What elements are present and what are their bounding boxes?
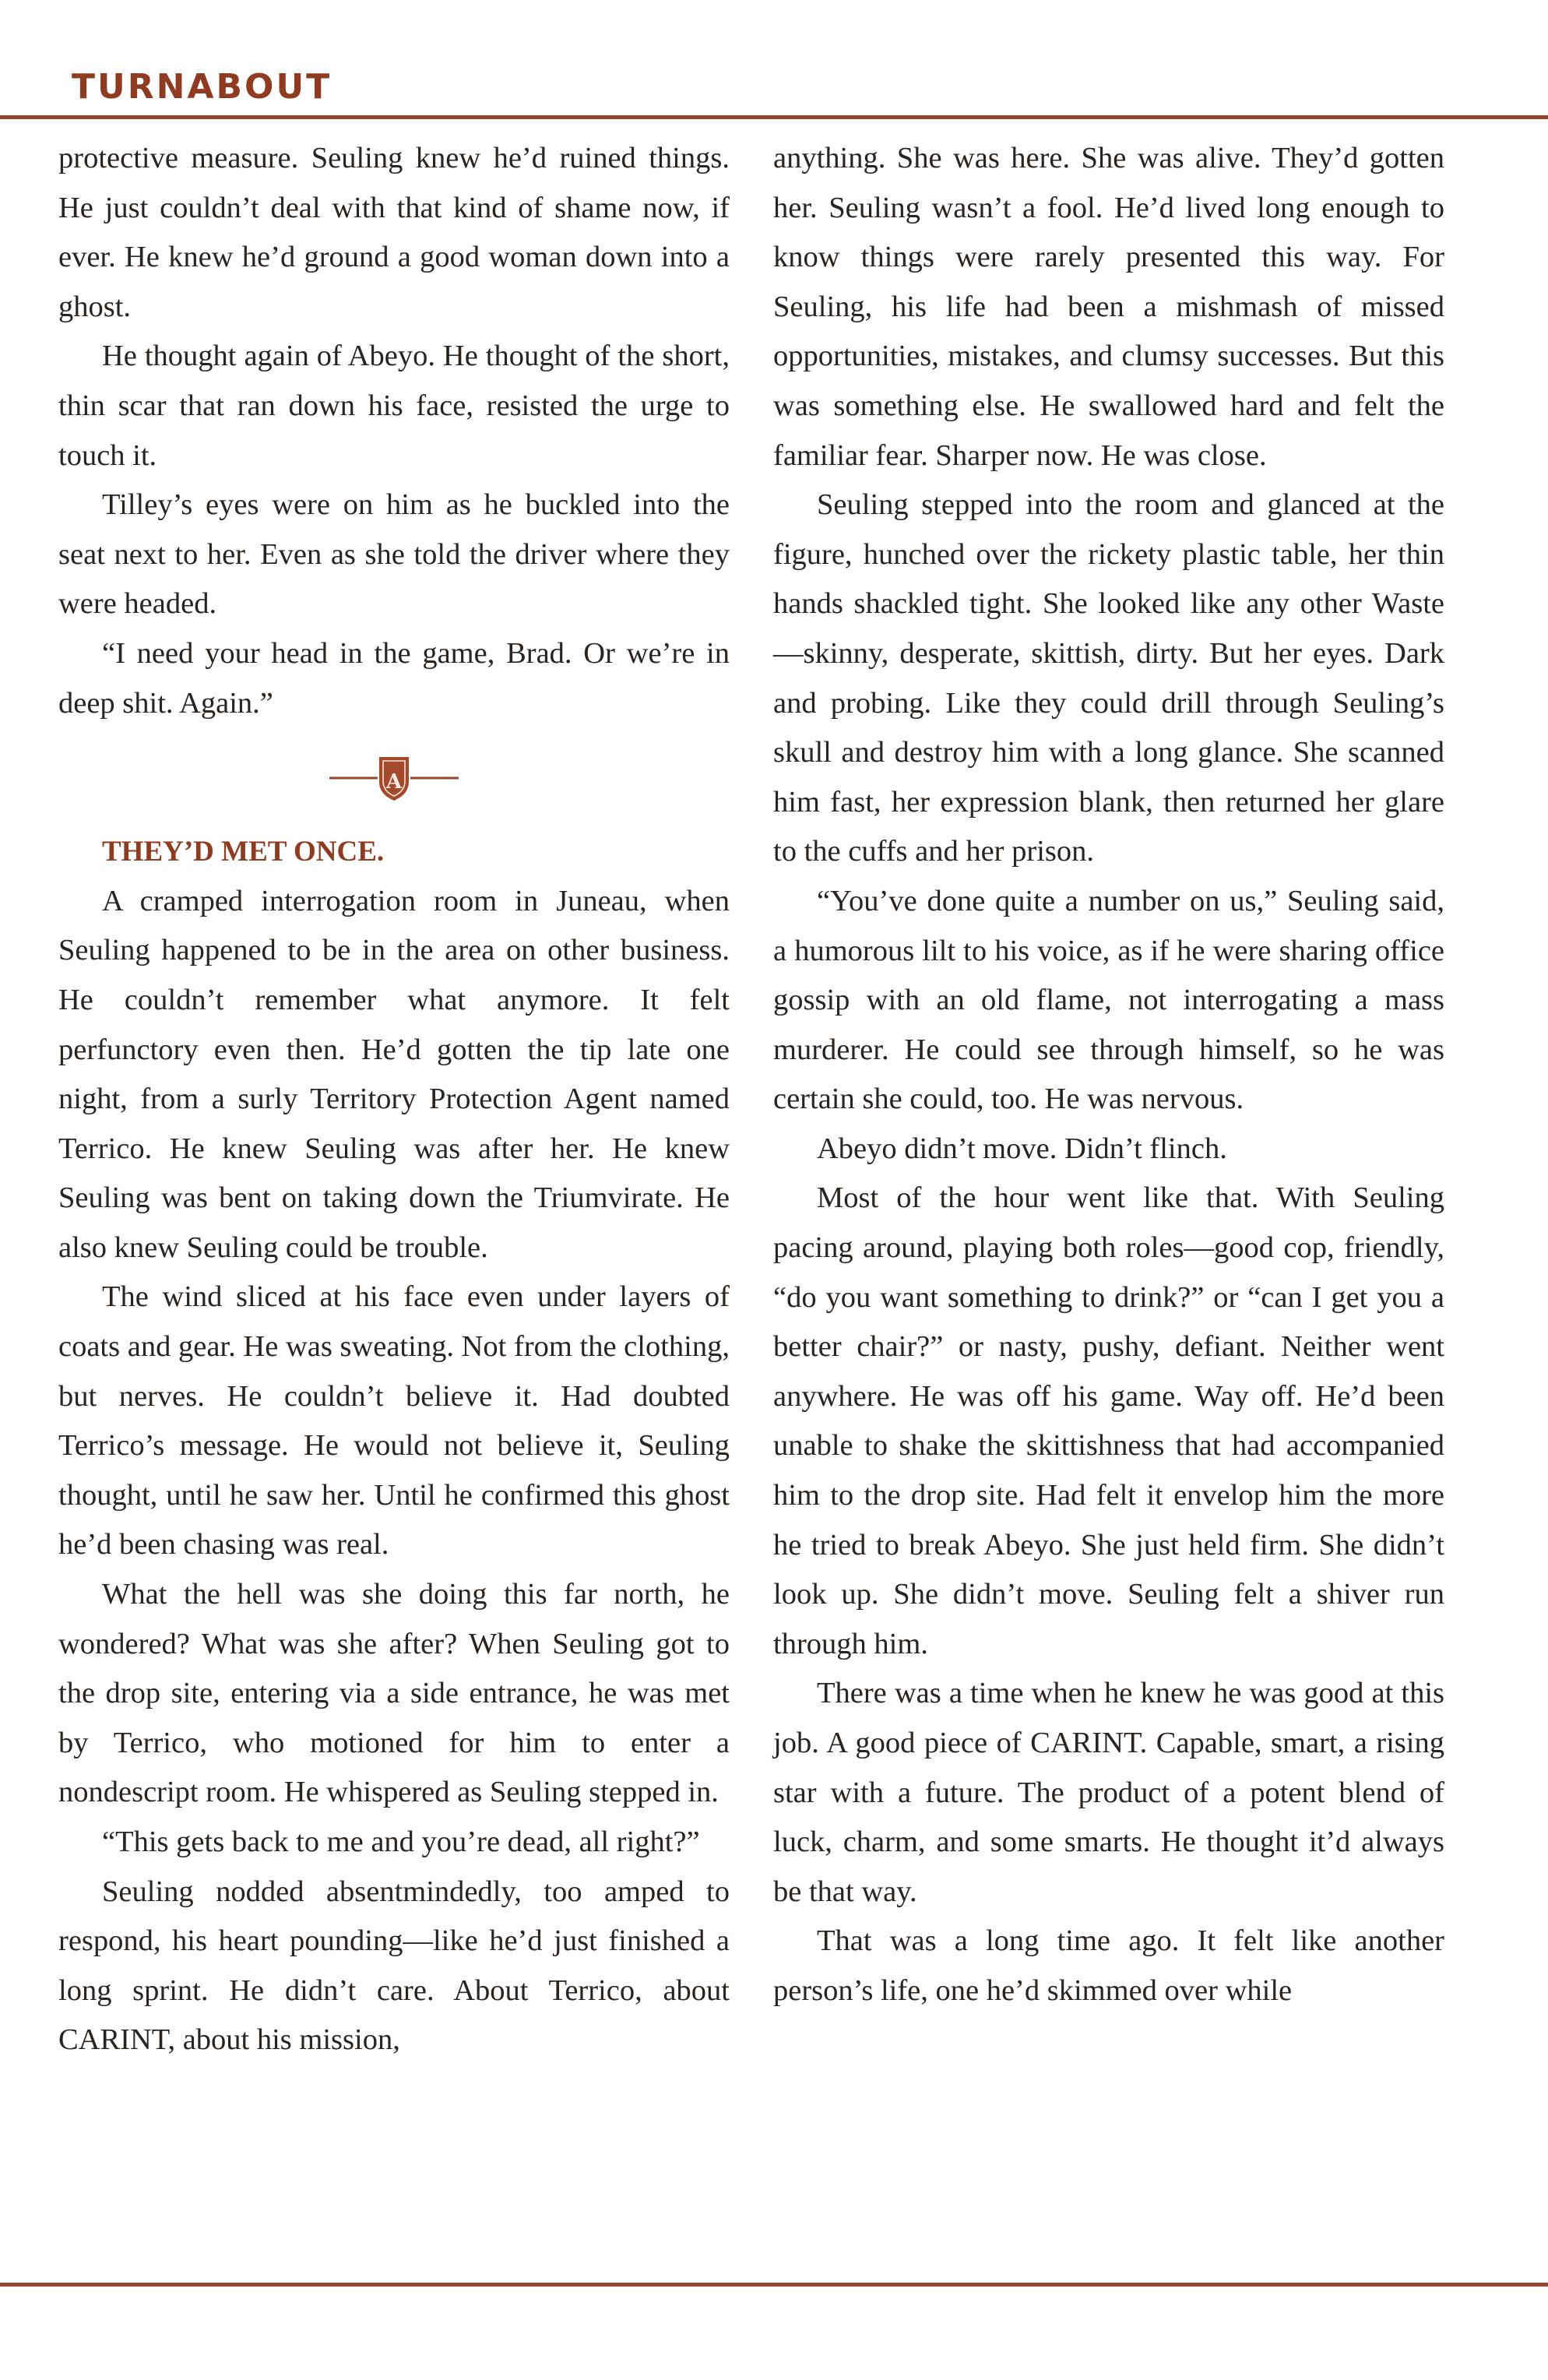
paragraph: He thought again of Abeyo. He thought of the short, thin scar that ran down his face, resisted the urge to touch it. bbox=[58, 340, 730, 472]
a-shield-emblem-icon bbox=[328, 751, 460, 805]
paragraph: Most of the hour went like that. With Seuling pacing around, playing both roles—good cop, friendly, “do you want something to drink?” or “can I get you a better chair?” or nasty, pushy, defiant. Neither went anywhere. He was off his game. Way off. He’d been unable to shake the skittishness that had accompanied him to the drop site. Had felt it envelop him the more he tried to break Abeyo. She just held firm. She didn’t look up. She didn’t move. Seuling felt a shiver run through him. bbox=[773, 1181, 1444, 1660]
paragraph: Tilley’s eyes were on him as he buckled into the seat next to her. Even as she told the driver where they were headed. bbox=[58, 488, 730, 621]
paragraph: “I need your head in the game, Brad. Or we’re in deep shit. Again.” bbox=[58, 636, 730, 720]
running-head: TURNABOUT bbox=[72, 67, 332, 107]
bottom-rule bbox=[0, 2283, 1548, 2287]
paragraph: Abeyo didn’t move. Didn’t flinch. bbox=[817, 1132, 1227, 1165]
paragraph: anything. She was here. She was alive. They’d gotten her. Seuling wasn’t a fool. He’d lived long enough to know things were rarely presented this way. For Seuling, his life had been a mishmash of missed opportunities, mistakes, and clumsy successes. But this was something else. He swallowed hard and felt the familiar fear. Sharper now. He was close. bbox=[773, 142, 1444, 472]
section-ornament bbox=[58, 728, 730, 827]
paragraph: “You’ve done quite a number on us,” Seuling said, a humorous lilt to his voice, as if he were sharing office gossip with an old flame, not interrogating a mass murderer. He could see through himself, so he was certain she could, too. He was nervous. bbox=[773, 884, 1444, 1116]
paragraph: That was a long time ago. It felt like another person’s life, one he’d skimmed over while bbox=[773, 1924, 1444, 2007]
top-rule bbox=[0, 115, 1548, 119]
paragraph: protective measure. Seuling knew he’d ruined things. He just couldn’t deal with that kind of shame now, if ever. He knew he’d ground a good woman down into a ghost. bbox=[58, 142, 730, 323]
paragraph: The wind sliced at his face even under layers of coats and gear. He was sweating. Not from the clothing, but nerves. He couldn’t believe it. Had doubted Terrico’s message. He would not believe it, Seuling thought, until he saw her. Until he confirmed this ghost he’d been chasing was real. bbox=[58, 1280, 730, 1561]
paragraph: “This gets back to me and you’re dead, all right?” bbox=[102, 1825, 700, 1858]
paragraph: Seuling nodded absentmindedly, too amped to respond, his heart pounding—like he’d just finished a long sprint. He didn’t care. About Terrico, about CARINT, about his mission, bbox=[58, 1875, 730, 2057]
ornament-letter: A bbox=[385, 769, 403, 794]
paragraph: A cramped interrogation room in Juneau, when Seuling happened to be in the area on other business. He couldn’t remember what anymore. It felt perfunctory even then. He’d gotten the tip late one night, from a surly Territory Protection Agent named Terrico. He knew Seuling was after her. He knew Seuling was bent on taking down the Triumvirate. He also knew Seuling could be trouble. bbox=[58, 884, 730, 1264]
left-column bbox=[58, 134, 730, 2065]
paragraph: Seuling stepped into the room and glanced at the figure, hunched over the rickety plastic table, her thin hands shackled tight. She looked like any other Waste—skinny, desperate, skittish, dirty. But her eyes. Dark and probing. Like they could drill through Seuling’s skull and destroy him with a long glance. She scanned him fast, her expression blank, then returned her glare to the cuffs and her prison. bbox=[773, 488, 1444, 868]
paragraph: What the hell was she doing this far north, he wondered? What was she after? When Seuling got to the drop site, entering via a side entrance, he was met by Terrico, who motioned for him to enter a nondescript room. He whispered as Seuling stepped in. bbox=[58, 1578, 730, 1809]
paragraph: There was a time when he knew he was good at this job. A good piece of CARINT. Capable, smart, a rising star with a future. The product of a potent blend of luck, charm, and some smarts. He thought it’d always be that way. bbox=[773, 1677, 1444, 1908]
right-column bbox=[773, 134, 1444, 2016]
section-heading: THEY’D MET ONCE. bbox=[102, 836, 385, 868]
